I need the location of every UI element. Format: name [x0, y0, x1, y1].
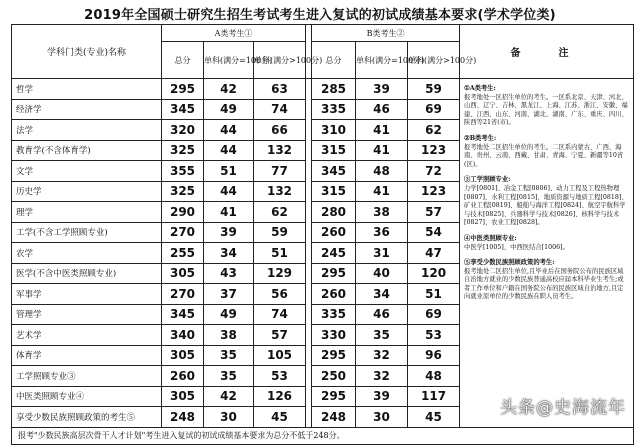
b-s100-cell: 41 — [356, 120, 408, 141]
a-s100p-cell: 132 — [254, 140, 306, 161]
b-s100p-cell: 62 — [408, 120, 460, 141]
a-s100p-cell: 59 — [254, 222, 306, 243]
subject-cell: 工学照顾专业③ — [12, 366, 162, 387]
note-text: 报考地处二区招生单位的考生。二区系内蒙古、广西、海南、贵州、云南、西藏、甘肃、青海、宁夏、新疆等10省(区)。 — [464, 143, 624, 168]
score-table — [11, 24, 634, 445]
b-s100-cell: 41 — [356, 140, 408, 161]
a-s100p-cell: 45 — [254, 407, 306, 428]
subject-cell: 哲学 — [12, 79, 162, 100]
subject-cell: 艺术学 — [12, 325, 162, 346]
table-row — [12, 79, 634, 100]
a-s100-cell: 39 — [204, 222, 254, 243]
b-s100p-cell: 120 — [408, 263, 460, 284]
b-s100-cell: 46 — [356, 99, 408, 120]
a-s100-cell: 35 — [204, 345, 254, 366]
note-text: 报考地处一区招生单位的考生。一区系北京、天津、河北、山西、辽宁、吉林、黑龙江、上海、江苏、浙江、安徽、福建、江西、山东、河南、湖北、湖南、广东、重庆、四川、陕西等21省(市)。 — [464, 93, 628, 127]
a-s100-cell: 38 — [204, 325, 254, 346]
a-s100p-cell: 126 — [254, 386, 306, 407]
watermark: 头条@史海流年 — [500, 398, 626, 418]
b-total-cell: 245 — [312, 243, 356, 264]
b-total-cell: 260 — [312, 284, 356, 305]
b-single-100-header: 单科(满分=100分) — [356, 42, 408, 79]
note-text: 报考地处二区招生单位,且毕业后在国务院公布的民族区域自治地方就业的少数民族普通高校应届本科毕业生考生;或者工作单位和户籍在国务院公布的民族区域自治地方,且定向就业原单位的少数民族在职人员考生。 — [464, 267, 624, 301]
b-s100-cell: 39 — [356, 79, 408, 100]
b-s100p-cell: 54 — [408, 222, 460, 243]
a-total-cell: 325 — [162, 140, 204, 161]
subject-cell: 体育学 — [12, 345, 162, 366]
a-total-cell: 270 — [162, 284, 204, 305]
a-total-cell: 305 — [162, 386, 204, 407]
group-a-header: A类考生① — [162, 25, 306, 42]
b-s100-cell: 32 — [356, 345, 408, 366]
a-single-over-100-header: 单科(满分>100分) — [254, 42, 306, 79]
b-s100p-cell: 48 — [408, 366, 460, 387]
b-single-over-100-header: 单科(满分>100分) — [408, 42, 460, 79]
subject-column-header: 学科门类(专业)名称 — [12, 25, 162, 79]
b-s100p-cell: 69 — [408, 304, 460, 325]
a-s100p-cell: 132 — [254, 181, 306, 202]
note-heading: ⑤享受少数民族照顾政策的考生: — [464, 259, 555, 267]
subject-cell: 管理学 — [12, 304, 162, 325]
b-total-cell: 335 — [312, 304, 356, 325]
b-s100p-cell: 117 — [408, 386, 460, 407]
a-s100-cell: 42 — [204, 386, 254, 407]
note-heading: ①A类考生: — [464, 85, 496, 92]
b-s100-cell: 34 — [356, 284, 408, 305]
b-s100p-cell: 59 — [408, 79, 460, 100]
b-s100p-cell: 123 — [408, 181, 460, 202]
b-s100p-cell: 47 — [408, 243, 460, 264]
b-total-cell: 295 — [312, 386, 356, 407]
b-s100-cell: 32 — [356, 366, 408, 387]
a-s100-cell: 44 — [204, 140, 254, 161]
b-total-header: 总分 — [312, 42, 356, 79]
b-total-cell: 335 — [312, 99, 356, 120]
b-total-cell: 250 — [312, 366, 356, 387]
a-s100-cell: 35 — [204, 366, 254, 387]
a-s100-cell: 51 — [204, 161, 254, 182]
b-s100p-cell: 51 — [408, 284, 460, 305]
footnote-row — [12, 427, 634, 444]
b-total-cell: 260 — [312, 222, 356, 243]
b-total-cell: 295 — [312, 263, 356, 284]
subject-cell: 历史学 — [12, 181, 162, 202]
footnote: 报考"少数民族高层次骨干人才计划"考生进入复试的初试成绩基本要求为总分不低于248分。 — [12, 427, 634, 444]
b-total-cell: 280 — [312, 202, 356, 223]
note-heading: ②B类考生: — [464, 134, 497, 142]
b-total-cell: 315 — [312, 140, 356, 161]
b-s100-cell: 31 — [356, 243, 408, 264]
b-s100p-cell: 45 — [408, 407, 460, 428]
a-s100-cell: 43 — [204, 263, 254, 284]
b-total-cell: 330 — [312, 325, 356, 346]
notes-column-header: 备 注 — [460, 25, 634, 79]
a-s100p-cell: 74 — [254, 304, 306, 325]
a-s100p-cell: 57 — [254, 325, 306, 346]
a-s100p-cell: 77 — [254, 161, 306, 182]
b-s100p-cell: 69 — [408, 99, 460, 120]
b-total-cell: 310 — [312, 120, 356, 141]
a-total-cell: 295 — [162, 79, 204, 100]
a-total-cell: 355 — [162, 161, 204, 182]
notes-cell — [460, 79, 634, 428]
a-single-100-header: 单科(满分=100分) — [204, 42, 254, 79]
b-s100p-cell: 53 — [408, 325, 460, 346]
a-total-cell: 255 — [162, 243, 204, 264]
a-s100-cell: 41 — [204, 202, 254, 223]
subject-cell: 教育学(不含体育学) — [12, 140, 162, 161]
subject-cell: 中医类照顾专业④ — [12, 386, 162, 407]
a-total-cell: 345 — [162, 99, 204, 120]
a-s100p-cell: 129 — [254, 263, 306, 284]
a-total-cell: 345 — [162, 304, 204, 325]
note-block — [464, 259, 629, 302]
b-total-cell: 345 — [312, 161, 356, 182]
a-total-cell: 325 — [162, 181, 204, 202]
subject-cell: 军事学 — [12, 284, 162, 305]
note-heading: ④中医类照顾专业: — [464, 234, 517, 242]
a-total-cell: 305 — [162, 345, 204, 366]
note-text: 力学[0801]、冶金工程[0806]、动力工程及工程热物理[0807]、水利工程[0815]、地质资源与地质工程[0818]、矿业工程[0819]、船舶与海洋工程[0824]、航空宇航科学与技术[0825]、兵器科学与技术[0826]、核科学与技术[0827]、农业工程[0828]。 — [464, 184, 628, 227]
a-s100p-cell: 66 — [254, 120, 306, 141]
a-s100p-cell: 62 — [254, 202, 306, 223]
a-s100-cell: 44 — [204, 181, 254, 202]
a-s100-cell: 44 — [204, 120, 254, 141]
a-s100-cell: 49 — [204, 99, 254, 120]
note-text: 中医学[1005]、中西医结合[1006]。 — [464, 243, 569, 251]
b-total-cell: 295 — [312, 345, 356, 366]
a-s100p-cell: 51 — [254, 243, 306, 264]
note-block — [464, 135, 629, 169]
b-s100-cell: 41 — [356, 181, 408, 202]
b-s100-cell: 30 — [356, 407, 408, 428]
a-s100p-cell: 105 — [254, 345, 306, 366]
a-s100p-cell: 53 — [254, 366, 306, 387]
group-b-header: B类考生② — [312, 25, 460, 42]
a-s100p-cell: 74 — [254, 99, 306, 120]
subject-cell: 农学 — [12, 243, 162, 264]
a-s100p-cell: 56 — [254, 284, 306, 305]
a-s100-cell: 42 — [204, 79, 254, 100]
b-s100-cell: 38 — [356, 202, 408, 223]
a-total-cell: 290 — [162, 202, 204, 223]
b-total-cell: 248 — [312, 407, 356, 428]
b-s100-cell: 48 — [356, 161, 408, 182]
a-s100-cell: 30 — [204, 407, 254, 428]
a-s100p-cell: 63 — [254, 79, 306, 100]
a-total-header: 总分 — [162, 42, 204, 79]
a-s100-cell: 34 — [204, 243, 254, 264]
b-s100-cell: 46 — [356, 304, 408, 325]
b-s100p-cell: 57 — [408, 202, 460, 223]
subject-cell: 文学 — [12, 161, 162, 182]
subject-cell: 经济学 — [12, 99, 162, 120]
subject-cell: 法学 — [12, 120, 162, 141]
subject-cell: 工学(不含工学照顾专业) — [12, 222, 162, 243]
subject-cell: 理学 — [12, 202, 162, 223]
a-total-cell: 270 — [162, 222, 204, 243]
a-total-cell: 248 — [162, 407, 204, 428]
a-s100-cell: 37 — [204, 284, 254, 305]
b-s100p-cell: 96 — [408, 345, 460, 366]
a-total-cell: 340 — [162, 325, 204, 346]
page-title: 2019年全国硕士研究生招生考试考生进入复试的初试成绩基本要求(学术学位类) — [84, 8, 556, 23]
b-s100-cell: 36 — [356, 222, 408, 243]
subject-cell: 医学(不含中医类照顾专业) — [12, 263, 162, 284]
b-s100p-cell: 123 — [408, 140, 460, 161]
a-total-cell: 320 — [162, 120, 204, 141]
b-s100-cell: 40 — [356, 263, 408, 284]
note-block — [464, 85, 629, 128]
a-total-cell: 305 — [162, 263, 204, 284]
b-total-cell: 315 — [312, 181, 356, 202]
a-s100-cell: 49 — [204, 304, 254, 325]
b-s100-cell: 39 — [356, 386, 408, 407]
subject-cell: 享受少数民族照顾政策的考生⑤ — [12, 407, 162, 428]
note-block — [464, 176, 629, 228]
a-total-cell: 260 — [162, 366, 204, 387]
b-total-cell: 285 — [312, 79, 356, 100]
note-heading: ③工学照顾专业: — [464, 176, 511, 184]
b-s100p-cell: 72 — [408, 161, 460, 182]
note-block — [464, 235, 629, 252]
b-s100-cell: 35 — [356, 325, 408, 346]
